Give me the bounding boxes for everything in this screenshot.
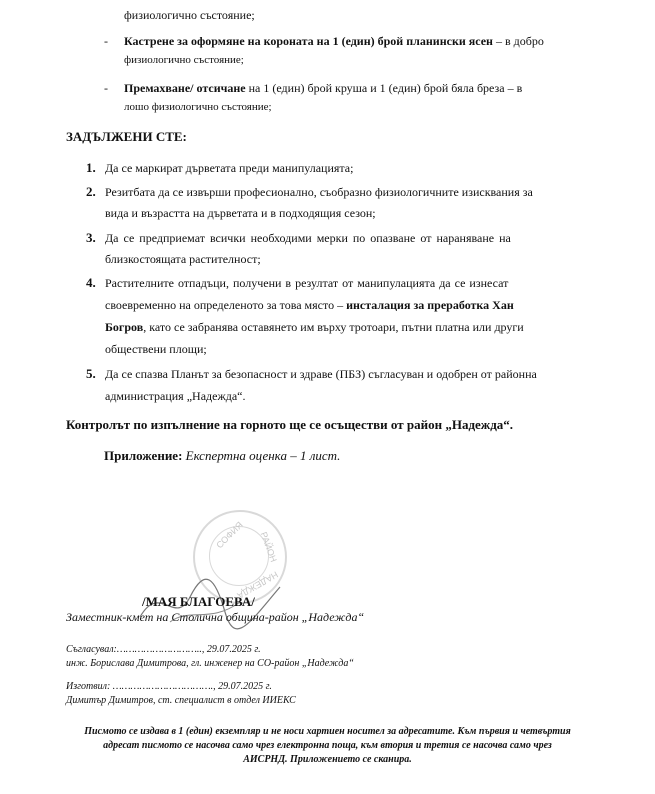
item-line: [105, 298, 514, 313]
bullet-item: [124, 34, 544, 49]
item-line: Растителните отпадъци, получени в резултат от манипулацията да се изнесат: [105, 276, 509, 290]
item-text: своевременно на определеното за това място –: [105, 298, 347, 312]
item-number: 3.: [86, 230, 96, 245]
footer-line: АИСРНД. Приложението се сканира.: [243, 754, 412, 765]
footer-line: Писмото се издава в 1 (един) екземпляр и не носи хартиен носител за адресатите. Към първия и четвъртия: [84, 726, 571, 737]
bullet-dash: -: [104, 81, 108, 95]
item-number: 5.: [86, 366, 96, 381]
agreed-person: инж. Борислава Димитрова, гл. инженер на СО-район „Надежда“: [66, 658, 354, 669]
bullet-item: [124, 81, 522, 96]
agreed-line: Съгласувал:……………………….., 29.07.2025 г.: [66, 644, 261, 655]
bullet-cont: лошо физиологично състояние;: [124, 101, 272, 113]
bullet-dash: -: [104, 34, 108, 48]
stamp-text: СОФИЯ: [214, 519, 245, 551]
attachment-line: [104, 448, 340, 464]
item-line: Да се спазва Планът за безопасност и здраве (ПБЗ) съгласуван и одобрен от районна: [105, 367, 537, 381]
item-line: вида и възрастта на дърветата и в подходящия сезон;: [105, 206, 376, 220]
item-line: Да се предприемат всички необходими мерки по опазване от нараняване на: [105, 231, 511, 245]
bullet-bold: Премахване/ отсичане: [124, 81, 246, 95]
bullet-middle: на 1 (един) брой круша и 1 (един) брой бяла бреза –: [245, 81, 514, 95]
prepared-person: Димитър Димитров, ст. специалист в отдел ИИЕКС: [66, 695, 296, 706]
item-line: близкостоящата растителност;: [105, 252, 261, 266]
attachment-label: Приложение:: [104, 448, 183, 463]
item-line: Да се маркират дърветата преди манипулацията;: [105, 161, 354, 175]
item-line: [105, 320, 524, 335]
prepared-line: Изготвил: ……………………………., 29.07.2025 г.: [66, 681, 272, 692]
item-line: администрация „Надежда“.: [105, 389, 246, 403]
bullet-rest: – в добро: [492, 34, 544, 48]
item-text-bold: Богров: [105, 320, 144, 334]
signatory-name: /МАЯ БЛАГОЕВА/: [142, 594, 255, 609]
item-number: 1.: [86, 160, 96, 175]
bullet-rest: в: [513, 81, 523, 95]
footer-line: адресат писмото се насочва само чрез електронна поща, към втория и третия се насочва само чрез: [103, 740, 552, 751]
item-number: 2.: [86, 184, 96, 199]
item-text: , като се забранява оставянето им върху тротоари, пътни платна или други: [143, 320, 524, 334]
control-statement: Контролът по изпълнение на горното ще се осъществи от район „Надежда“.: [66, 417, 514, 432]
signatory-title: Заместник-кмет на Столична община-район „Надежда“: [66, 610, 365, 624]
stamp-text: РАЙОН: [258, 530, 279, 564]
text-line: физиологично състояние;: [124, 8, 255, 22]
attachment-value: Експертна оценка – 1 лист.: [182, 448, 341, 463]
item-line: обществени площи;: [105, 342, 207, 356]
bullet-cont: физиологично състояние;: [124, 54, 244, 66]
item-text-bold: инсталация за преработка Хан: [346, 298, 514, 312]
bullet-bold: Кастрене за оформяне на короната на 1 (един) брой планински ясен: [124, 34, 493, 48]
item-number: 4.: [86, 275, 96, 290]
stamp-text: НАДЕЖДА: [235, 569, 280, 601]
item-line: Резитбата да се извърши професионално, съобразно физиологичните изисквания за: [105, 185, 533, 199]
obligations-heading: ЗАДЪЛЖЕНИ СТЕ:: [66, 129, 187, 144]
